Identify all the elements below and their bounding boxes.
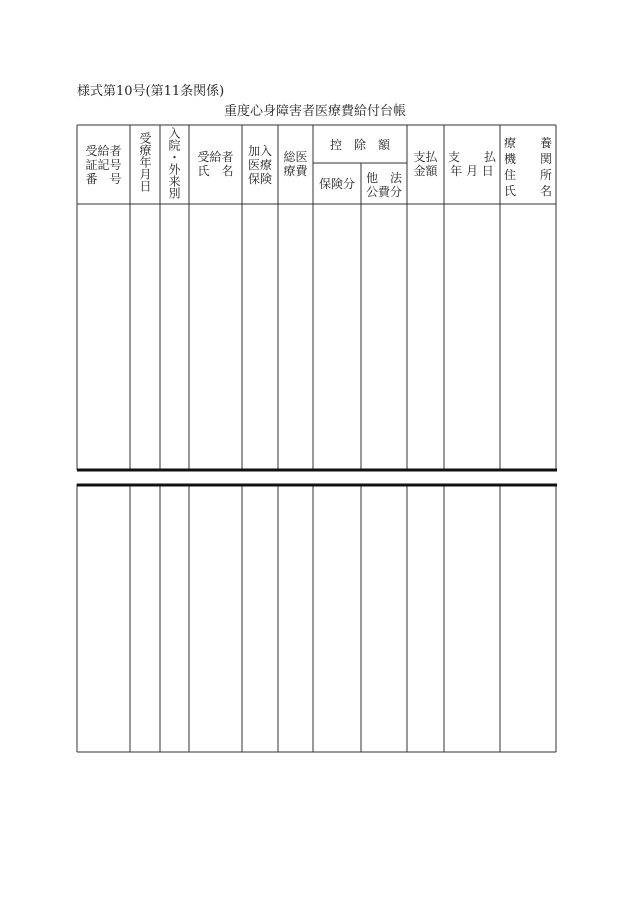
header-insurance-portion: 保険分	[318, 177, 355, 191]
header-provider-info: 療 養 機 関 住 所 氏 名	[503, 136, 552, 198]
header-recipient-cert-number: 受給者 証記号 番 号	[85, 144, 122, 186]
header-total-medical-cost: 総医 療費	[283, 150, 308, 178]
header-other-law-public: 他 法 公費分	[365, 171, 402, 199]
header-inpatient-outpatient: 入院・外来別	[167, 127, 181, 199]
header-payment-date: 支 払 年 月 日	[447, 150, 496, 178]
header-treatment-date: 受療年月日	[138, 132, 152, 192]
form-number: 様式第10号(第11条関係)	[77, 84, 225, 99]
ledger-title: 重度心身障害者医療費給付台帳	[223, 104, 406, 119]
header-recipient-name: 受給者 氏 名	[197, 150, 234, 178]
header-payment-amount: 支払 金額	[413, 150, 438, 178]
header-deduction-amount: 控 除 額	[329, 138, 390, 152]
header-enrolled-insurance: 加入 医療 保険	[247, 144, 272, 186]
